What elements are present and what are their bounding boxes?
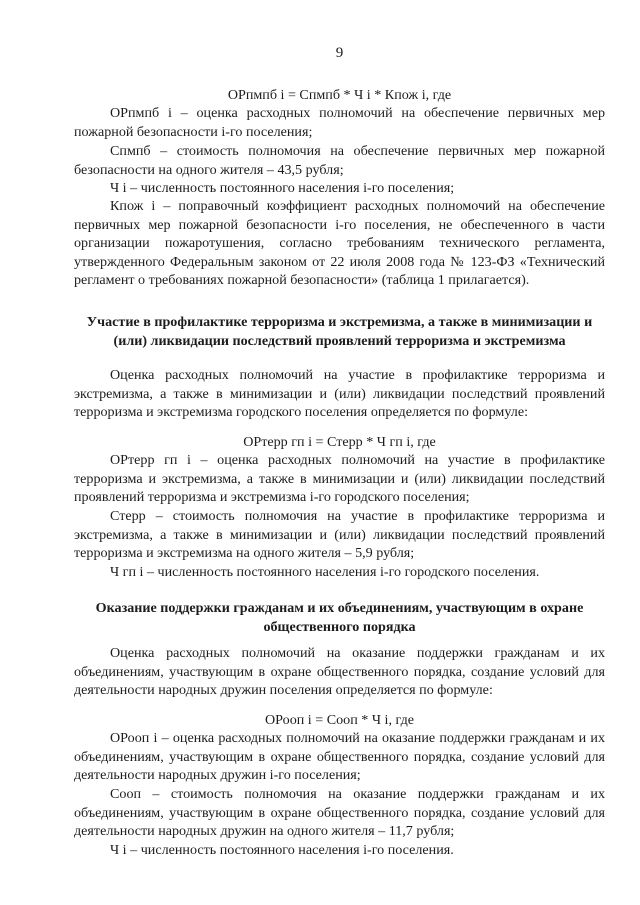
- order-def-1: ОРооп i – оценка расходных полномочий на оказание поддержки гражданам и их объединениям, участвующим в охране общественного порядка, создание условий для деятельности народных дружин i-го поселения;: [74, 730, 605, 784]
- fire-def-2: Спмпб – стоимость полномочия на обеспечение первичных мер пожарной безопасности на одного жителя – 43,5 рубля;: [74, 143, 605, 178]
- order-heading: Оказание поддержки гражданам и их объединениям, участвующим в охране общественного порядка: [95, 600, 584, 635]
- terror-def-2: Стерр – стоимость полномочия на участие в профилактике терроризма и экстремизма, а также в минимизации и (или) ликвидации последствий проявлений терроризма и экстремизма на одного жителя – 5,9 рубля;: [74, 508, 605, 562]
- fire-formula: ОРпмпб i = Спмпб * Ч i * Кпож i, где: [227, 87, 452, 103]
- terror-def-1: ОРтерр гп i – оценка расходных полномочий на участие в профилактике терроризма и экстремизма, а также в минимизации и (или) ликвидации последствий проявлений терроризма и экстремизма i-го городского поселения;: [74, 452, 605, 506]
- fire-def-4: Кпож i – поправочный коэффициент расходных полномочий на обеспечение первичных мер пожарной безопасности i-го поселения, не обеспеченного в части организации пожаротушения, согласно требованиям технического регламента, утвержденного Федеральным законом от 22 июля 2008 года № 123-ФЗ «Технический регламент о требованиях пожарной безопасности» (таблица 1 прилагается).: [74, 198, 605, 289]
- terror-intro: Оценка расходных полномочий на участие в профилактике терроризма и экстремизма, а также в минимизации и (или) ликвидации последствий проявлений терроризма и экстремизма городского поселения определяется по формуле:: [74, 367, 605, 421]
- fire-def-1: ОРпмпб i – оценка расходных полномочий на обеспечение первичных мер пожарной безопасности i-го поселения;: [74, 105, 605, 140]
- fire-def-3: Ч i – численность постоянного населения i-го поселения;: [110, 180, 455, 196]
- terror-def-3: Ч гп i – численность постоянного населения i-го городского поселения.: [110, 564, 540, 580]
- order-formula: ОРооп i = Сооп * Ч i, где: [264, 712, 415, 728]
- order-intro: Оценка расходных полномочий на оказание поддержки гражданам и их объединениям, участвующим в охране общественного порядка, создание условий для деятельности народных дружин поселения определяется по формуле:: [74, 645, 605, 699]
- order-def-3: Ч i – численность постоянного населения i-го поселения.: [110, 842, 454, 858]
- terror-heading: Участие в профилактике терроризма и экстремизма, а также в минимизации и (или) ликвидации последствий проявлений терроризма и экстремизма: [86, 314, 593, 349]
- order-def-2: Сооп – стоимость полномочия на оказание поддержки гражданам и их объединениям, участвующим в охране общественного порядка, создание условий для деятельности народных дружин на одного жителя – 11,7 рубля;: [74, 786, 605, 840]
- terror-formula: ОРтерр гп i = Стерр * Ч гп i, где: [243, 434, 436, 450]
- page-number: 9: [335, 45, 344, 61]
